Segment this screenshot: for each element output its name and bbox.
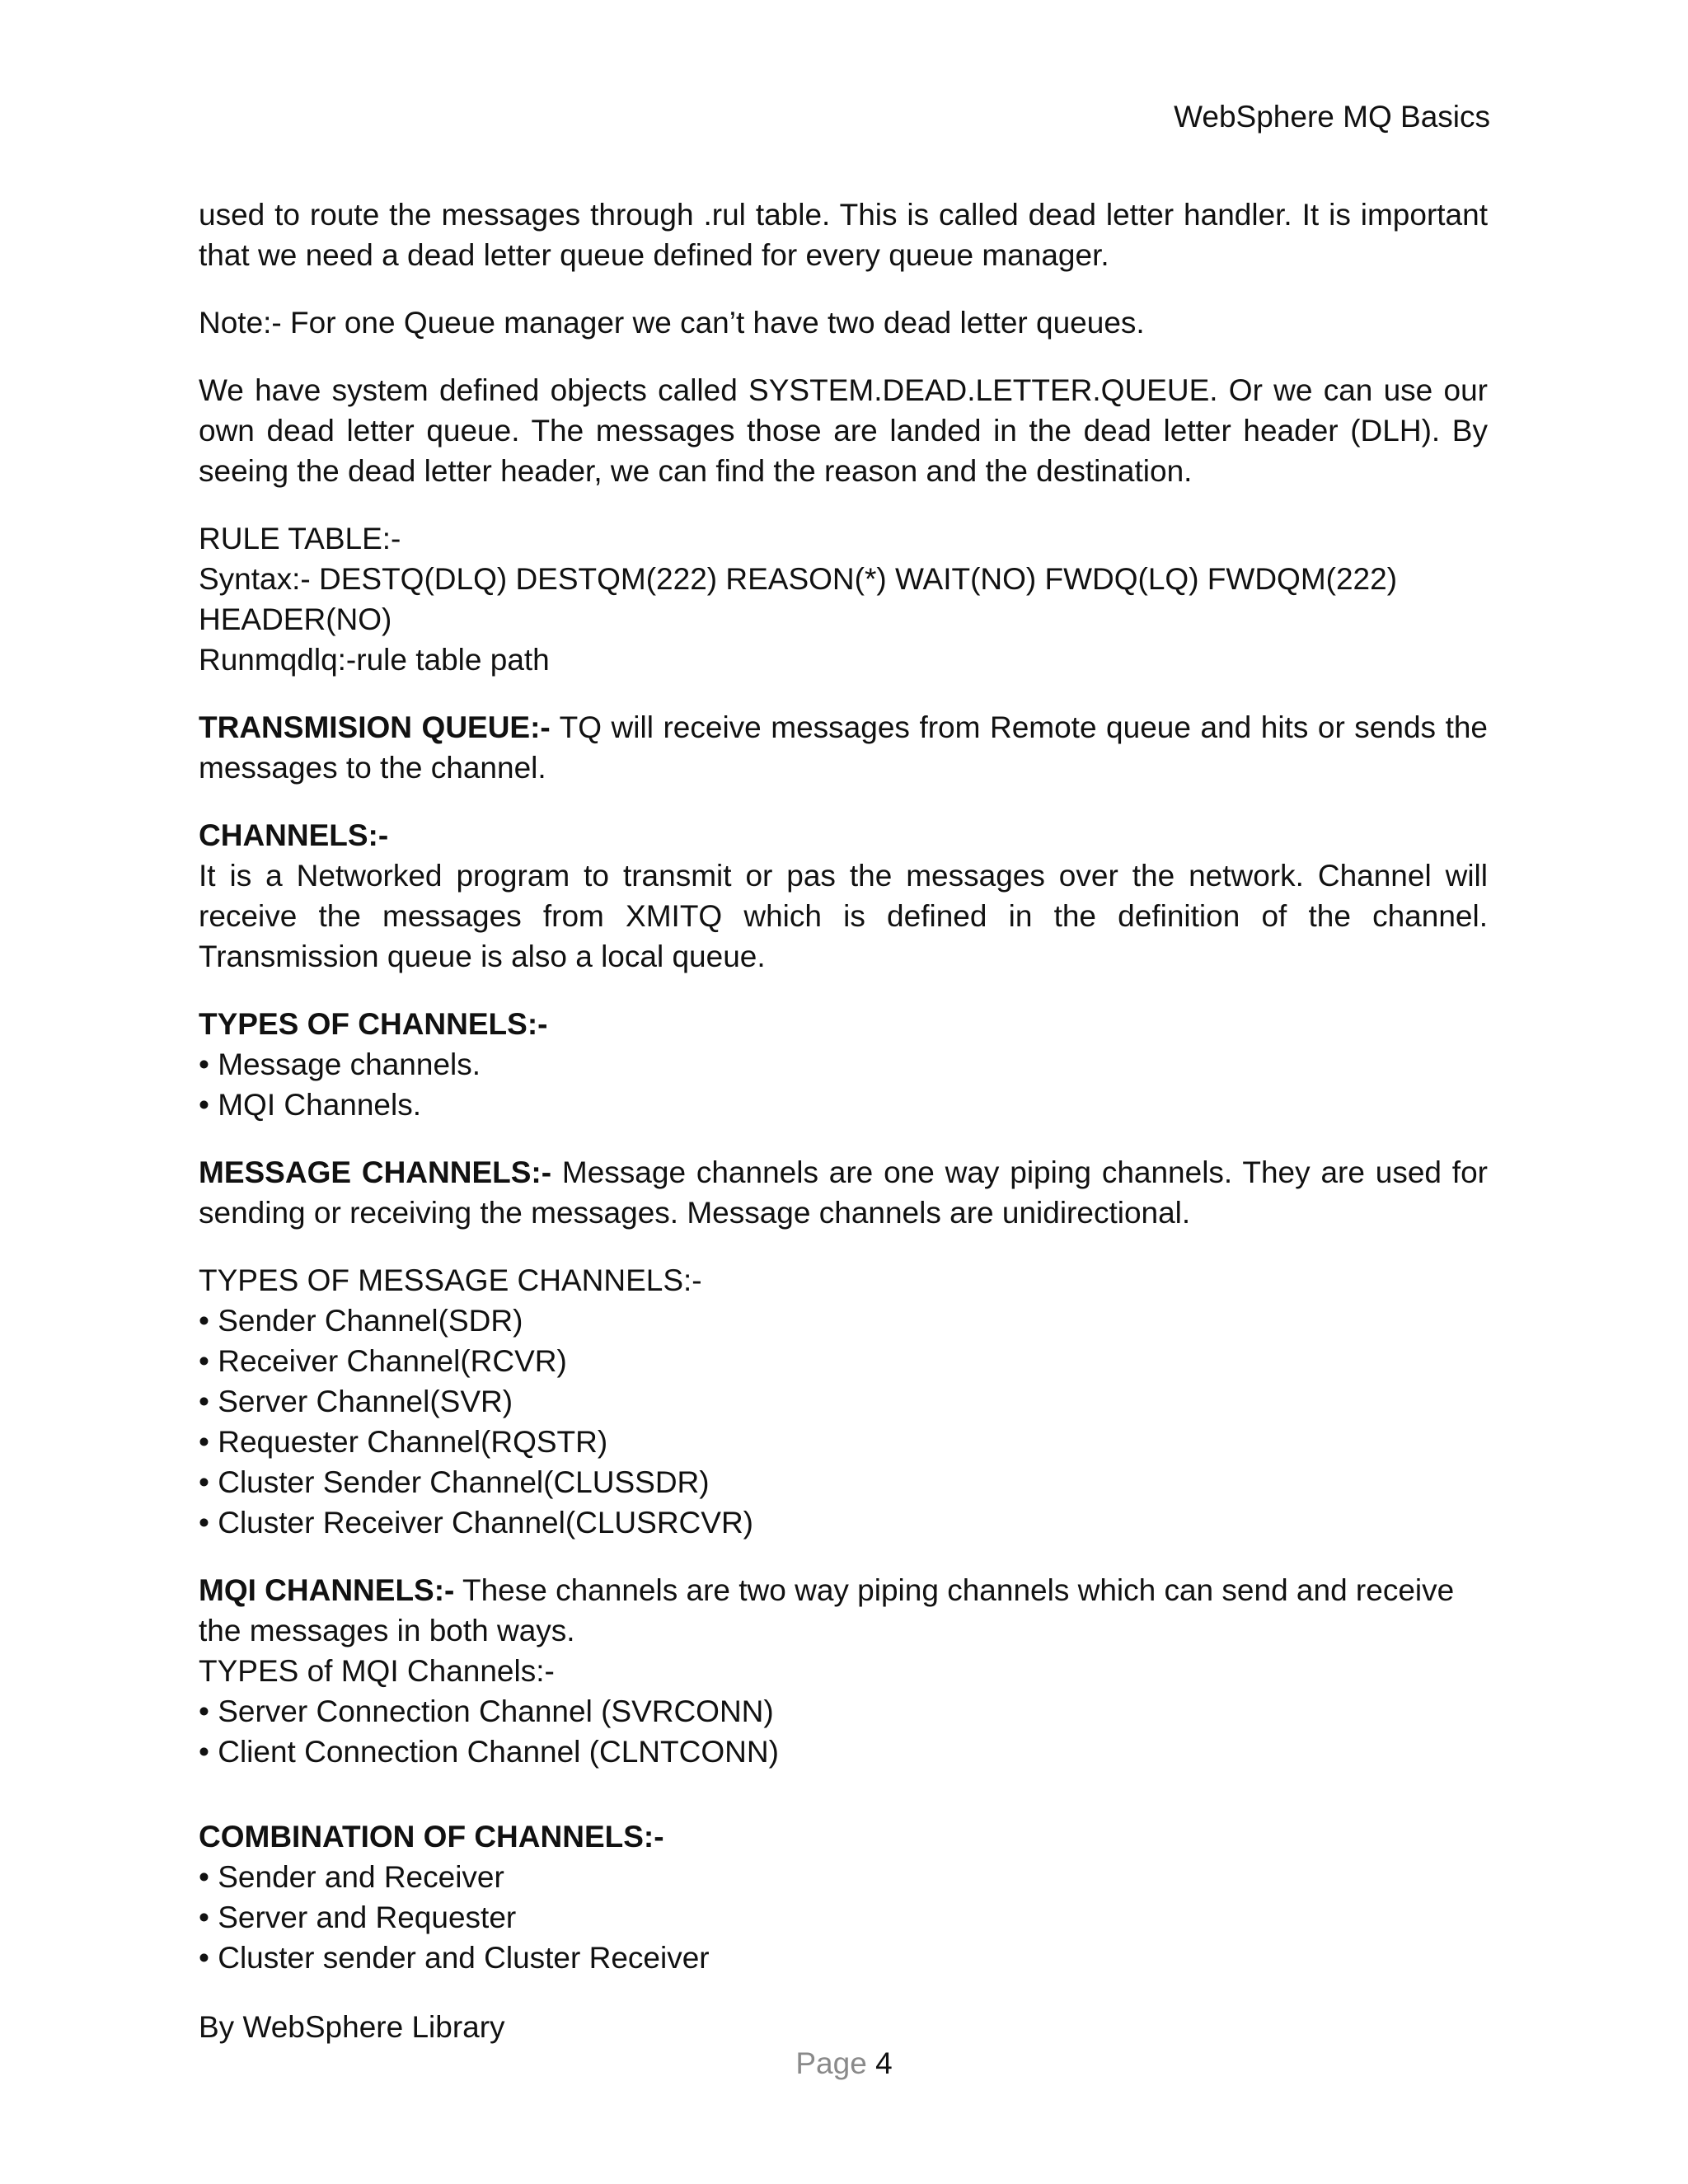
list-item: • Cluster Sender Channel(CLUSSDR) bbox=[199, 1465, 710, 1499]
channels-block bbox=[199, 815, 1488, 977]
rule-table-syntax-continued: HEADER(NO) bbox=[199, 602, 392, 636]
list-item: • Cluster Receiver Channel(CLUSRCVR) bbox=[199, 1506, 753, 1540]
types-of-channels-heading: TYPES OF CHANNELS:- bbox=[199, 1007, 548, 1041]
intro-paragraph: used to route the messages through .rul table. This is called dead letter handler. It is important that we need a dead letter queue defined for every queue manager. bbox=[199, 198, 1488, 272]
message-channel-types-list bbox=[199, 1301, 1488, 1543]
list-item: • Cluster sender and Cluster Receiver bbox=[199, 1941, 710, 1975]
system-objects-paragraph: We have system defined objects called SYSTEM.DEAD.LETTER.QUEUE. Or we can use our own dead letter queue. The messages those are landed in the dead letter header (DLH). By seeing the dead letter header, we can find the reason and the destination. bbox=[199, 373, 1488, 488]
page-label: Page bbox=[795, 2046, 867, 2080]
running-header: WebSphere MQ Basics bbox=[1174, 100, 1490, 134]
list-item: • Server Channel(SVR) bbox=[199, 1385, 513, 1418]
list-item: • Server and Requester bbox=[199, 1900, 517, 1934]
list-item: • Sender Channel(SDR) bbox=[199, 1304, 523, 1338]
message-channels-paragraph bbox=[199, 1152, 1488, 1233]
mqi-channels-heading: MQI CHANNELS:- bbox=[199, 1573, 455, 1607]
list-item: • Message channels. bbox=[199, 1047, 481, 1081]
rule-table-title: RULE TABLE:- bbox=[199, 522, 401, 555]
page-number bbox=[0, 2046, 1688, 2082]
list-item: • Requester Channel(RQSTR) bbox=[199, 1425, 608, 1459]
rule-table-run: Runmqdlq:-rule table path bbox=[199, 643, 550, 677]
page-number-value: 4 bbox=[875, 2046, 893, 2080]
types-of-channels-block bbox=[199, 1004, 1488, 1125]
message-channels-heading: MESSAGE CHANNELS:- bbox=[199, 1155, 552, 1189]
list-item: • MQI Channels. bbox=[199, 1088, 422, 1122]
mqi-channels-text: These channels are two way piping channels which can send and receive the messages in both ways. bbox=[199, 1573, 1455, 1647]
transmission-queue-text: TQ will receive messages from Remote queue and hits or sends the messages to the channel. bbox=[199, 710, 1489, 785]
list-item: • Sender and Receiver bbox=[199, 1860, 504, 1894]
mqi-channel-types-title: TYPES of MQI Channels:- bbox=[199, 1654, 555, 1688]
transmission-queue-heading: TRANSMISION QUEUE:- bbox=[199, 710, 551, 744]
mqi-channel-types-list bbox=[199, 1691, 1488, 1772]
channels-text: It is a Networked program to transmit or pas the messages over the network. Channel will receive the messages from XMITQ which is defined in the definition of the channel. Transmission queue is also a local queue. bbox=[199, 859, 1488, 973]
types-of-channels-list bbox=[199, 1044, 1488, 1125]
list-item: • Receiver Channel(RCVR) bbox=[199, 1344, 567, 1378]
list-item: • Client Connection Channel (CLNTCONN) bbox=[199, 1735, 779, 1769]
page-body bbox=[199, 194, 1488, 2005]
rule-table-block bbox=[199, 518, 1488, 680]
types-of-message-channels-title: TYPES OF MESSAGE CHANNELS:- bbox=[199, 1263, 702, 1297]
footer-author: By WebSphere Library bbox=[199, 2010, 505, 2044]
message-channels-text: Message channels are one way piping channels. They are used for sending or receiving the messages. Message channels are unidirectional. bbox=[199, 1155, 1488, 1230]
list-item: • Server Connection Channel (SVRCONN) bbox=[199, 1694, 774, 1728]
types-of-message-channels-block bbox=[199, 1260, 1488, 1543]
combination-list bbox=[199, 1857, 1488, 1978]
mqi-channels-block bbox=[199, 1570, 1488, 1772]
note-paragraph: Note:- For one Queue manager we can’t have two dead letter queues. bbox=[199, 306, 1145, 340]
transmission-queue-paragraph bbox=[199, 707, 1488, 788]
mqi-channels-paragraph bbox=[199, 1570, 1488, 1651]
combination-heading: COMBINATION OF CHANNELS:- bbox=[199, 1820, 664, 1854]
combination-block bbox=[199, 1816, 1488, 1978]
channels-heading: CHANNELS:- bbox=[199, 818, 389, 852]
rule-table-syntax: Syntax:- DESTQ(DLQ) DESTQM(222) REASON(*) WAIT(NO) FWDQ(LQ) FWDQM(222) bbox=[199, 562, 1398, 596]
